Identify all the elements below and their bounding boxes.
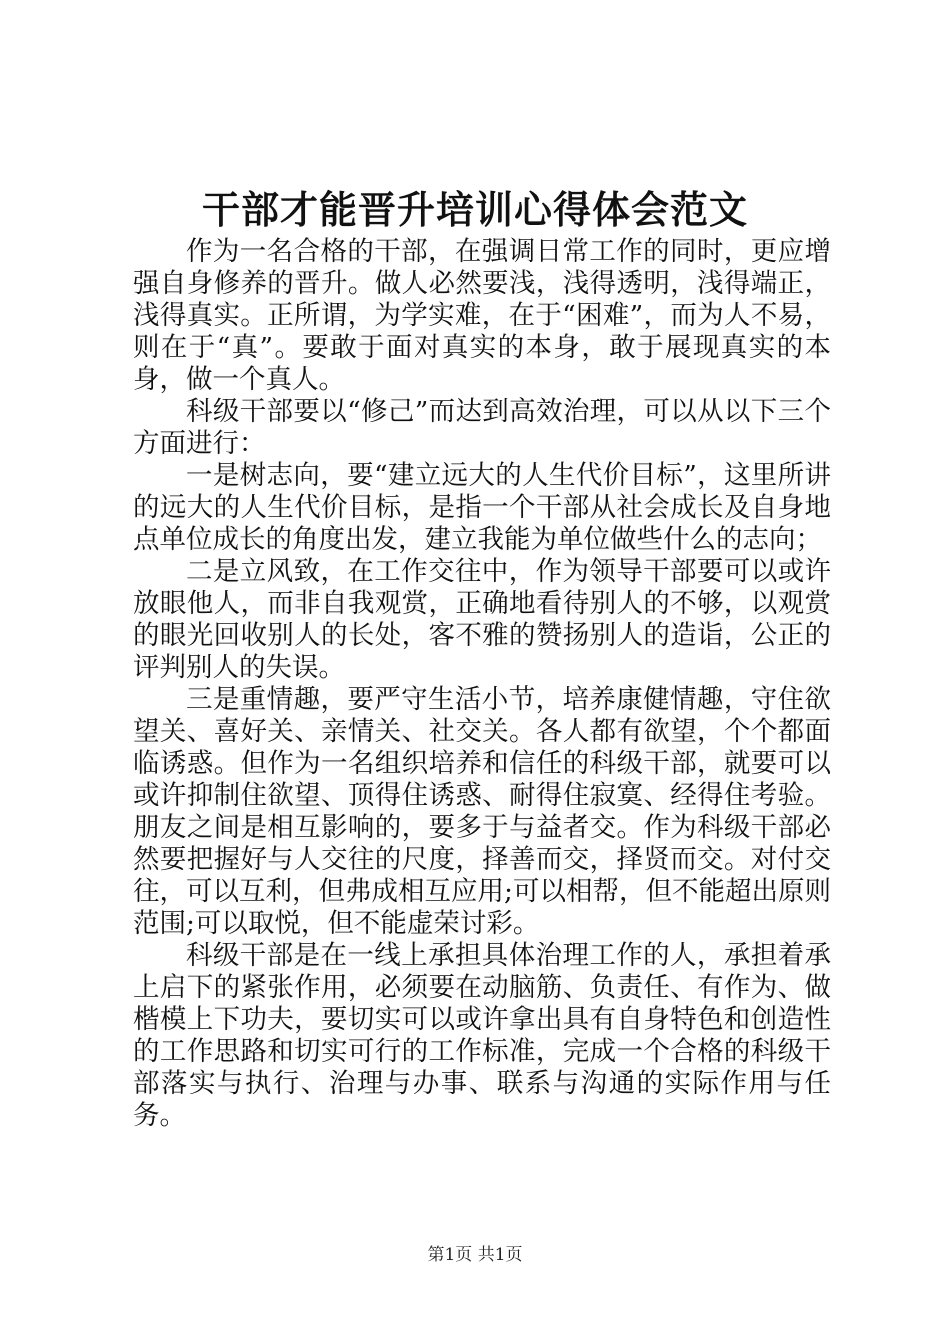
page-number-footer: 第1页 共1页 (427, 1245, 523, 1265)
paragraph-three-aspects: 科级干部要以“修己”而达到高效治理，可以从以下三个方面进行： (133, 396, 831, 459)
paragraph-conclusion: 科级干部是在一线上承担具体治理工作的人，承担着承上启下的紧张作用，必须要在动脑筋、负责任、有作为、做楷模上下功夫，要切实可以或许拿出具有自身特色和创造性的工作思路和切实可行的工作标准，完成一个合格的科级干部落实与执行、治理与办事、联系与沟通的实际作用与任务。 (133, 940, 831, 1131)
paragraph-intro: 作为一名合格的干部，在强调日常工作的同时，更应增强自身修养的晋升。做人必然要浅，浅得透明，浅得端正，浅得真实。正所谓，为学实难，在于“困难”，而为人不易，则在于“真”。要敢于面对真实的本身，敢于展现真实的本身，做一个真人。 (133, 236, 831, 395)
document-title: 干部才能晋升培训心得体会范文 (201, 187, 748, 232)
paragraph-conduct: 二是立风致，在工作交往中，作为领导干部要可以或许放眼他人，而非自我观赏，正确地看待别人的不够，以观赏的眼光回收别人的长处，客不雅的赞扬别人的造诣，公正的评判别人的失误。 (133, 556, 831, 683)
paragraph-ambition: 一是树志向，要“建立远大的人生代价目标”，这里所讲的远大的人生代价目标，是指一个干部从社会成长及自身地点单位成长的角度出发，建立我能为单位做些什么的志向； (133, 460, 831, 555)
document-body (133, 236, 831, 1132)
paragraph-interests: 三是重情趣，要严守生活小节，培养康健情趣，守住欲望关、喜好关、亲情关、社交关。各人都有欲望，个个都面临诱惑。但作为一名组织培养和信任的科级干部，就要可以或许抑制住欲望、顶得住诱惑、耐得住寂寞、经得住考验。朋友之间是相互影响的，要多于与益者交。作为科级干部必然要把握好与人交往的尺度，择善而交，择贤而交。对付交往，可以互利，但弗成相互应用;可以相帮，但不能超出原则范围;可以取悦，但不能虚荣讨彩。 (133, 684, 831, 939)
